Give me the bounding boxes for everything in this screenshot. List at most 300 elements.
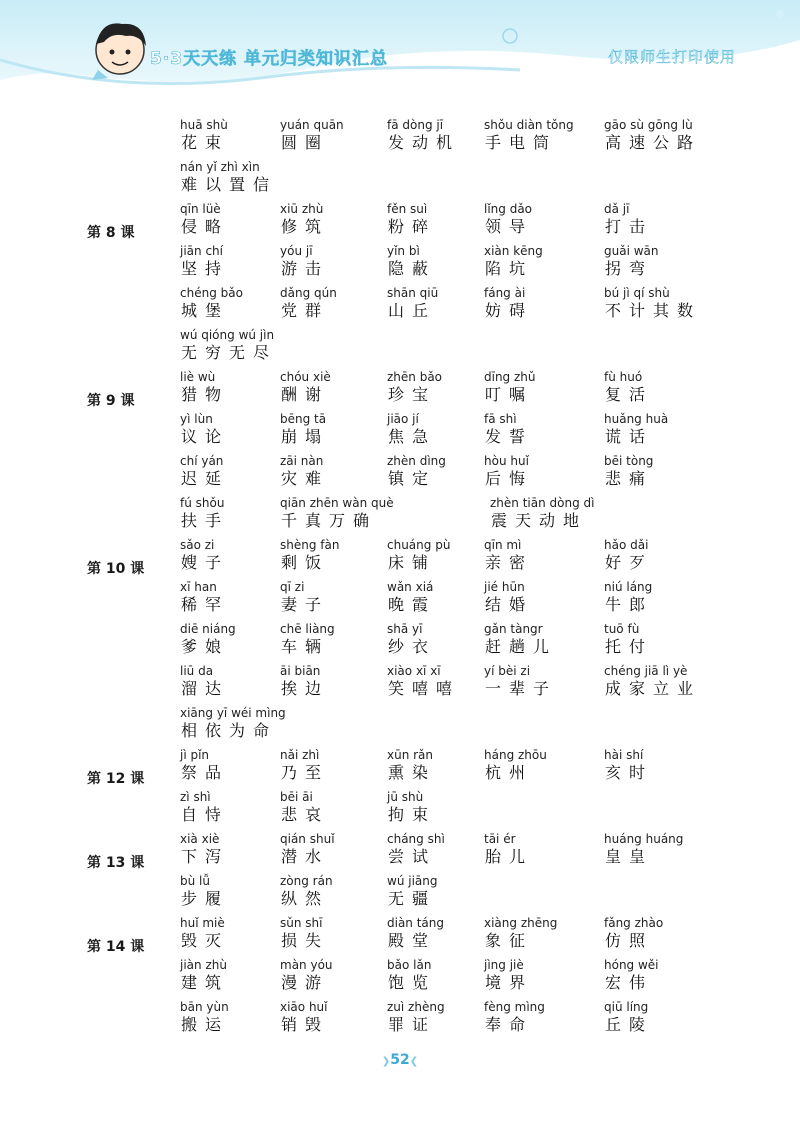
vocab-word xyxy=(180,579,229,615)
hanzi: 隐蔽 xyxy=(388,259,437,278)
hanzi: 侵略 xyxy=(181,217,230,236)
vocab-word xyxy=(387,747,436,783)
vocab-word xyxy=(180,831,229,867)
vocab-word xyxy=(387,453,446,489)
pinyin: hǎo dǎi xyxy=(604,538,649,552)
vocab-word xyxy=(484,369,536,405)
pinyin: jiāo jí xyxy=(387,412,419,426)
page-header xyxy=(0,0,800,100)
vocab-word xyxy=(387,999,445,1035)
pinyin: xiū zhù xyxy=(280,202,324,216)
hanzi: 溜达 xyxy=(181,679,230,698)
pinyin: shān qiū xyxy=(387,286,439,300)
hanzi: 下泻 xyxy=(181,847,230,866)
vocab-word xyxy=(604,453,653,489)
vocab-word xyxy=(180,369,229,405)
vocab-row xyxy=(0,411,800,453)
hanzi: 罪证 xyxy=(388,1015,437,1034)
pinyin: bēng tā xyxy=(280,412,327,426)
hanzi: 纵然 xyxy=(281,889,330,908)
vocab-word xyxy=(180,327,277,363)
hanzi: 陷坑 xyxy=(485,259,534,278)
hanzi: 千真万确 xyxy=(281,511,378,530)
hanzi: 象征 xyxy=(485,931,534,950)
pinyin: qiān zhēn wàn què xyxy=(280,496,394,510)
pinyin: huǎng huà xyxy=(604,412,669,426)
vocab-row xyxy=(0,495,800,537)
pinyin: bǎo lǎn xyxy=(387,958,432,972)
hanzi: 车辆 xyxy=(281,637,330,656)
vocab-word xyxy=(280,831,335,867)
vocab-row xyxy=(0,747,800,789)
pinyin: wú qióng wú jìn xyxy=(180,328,275,342)
vocab-word xyxy=(604,915,663,951)
hanzi: 发誓 xyxy=(485,427,534,446)
hanzi: 亲密 xyxy=(485,553,534,572)
hanzi: 殿堂 xyxy=(388,931,437,950)
vocab-word xyxy=(604,243,659,279)
pinyin: xià xiè xyxy=(180,832,220,846)
pinyin: qīn lüè xyxy=(180,202,221,216)
lesson-label: 第 13 课 xyxy=(87,855,145,871)
vocab-row xyxy=(0,621,800,663)
vocab-word xyxy=(180,495,229,531)
vocab-word xyxy=(180,915,229,951)
pinyin: wú jiāng xyxy=(387,874,438,888)
hanzi: 相依为命 xyxy=(181,721,278,740)
vocab-row xyxy=(0,537,800,579)
pinyin: xūn rǎn xyxy=(387,748,434,762)
hanzi: 亥时 xyxy=(605,763,654,782)
pinyin: zhèn dìng xyxy=(387,454,446,468)
hanzi: 酬谢 xyxy=(281,385,330,404)
vocab-word xyxy=(180,999,229,1035)
hanzi: 拐弯 xyxy=(605,259,654,278)
vocab-word xyxy=(280,579,329,615)
lesson-label: 第 14 课 xyxy=(87,939,145,955)
pinyin: qián shuǐ xyxy=(280,832,335,846)
vocab-word xyxy=(180,117,229,153)
hanzi: 拘束 xyxy=(388,805,437,824)
vocab-word xyxy=(484,453,533,489)
vocab-word xyxy=(604,579,653,615)
vocab-word xyxy=(180,705,286,741)
hanzi: 不计其数 xyxy=(605,301,702,320)
pinyin: zì shì xyxy=(180,790,211,804)
pinyin: xiāng yī wéi mìng xyxy=(180,706,286,720)
hanzi: 议论 xyxy=(181,427,230,446)
hanzi: 销毁 xyxy=(281,1015,330,1034)
hanzi: 嫂子 xyxy=(181,553,230,572)
hanzi: 熏染 xyxy=(388,763,437,782)
hanzi: 妻子 xyxy=(281,595,330,614)
hanzi: 坚持 xyxy=(181,259,230,278)
pinyin: xiāo huǐ xyxy=(280,1000,328,1014)
vocab-word xyxy=(604,621,653,657)
hanzi: 皇皇 xyxy=(605,847,654,866)
vocab-word xyxy=(387,579,436,615)
vocab-word xyxy=(484,537,533,573)
vocab-word xyxy=(280,537,339,573)
pinyin: fú shǒu xyxy=(180,496,225,510)
hanzi: 床铺 xyxy=(388,553,437,572)
vocab-word xyxy=(484,747,547,783)
vocab-word xyxy=(484,957,533,993)
hanzi: 好歹 xyxy=(605,553,654,572)
pinyin: bēi tòng xyxy=(604,454,654,468)
vocab-word xyxy=(280,873,333,909)
vocab-word xyxy=(604,663,701,699)
pinyin: jì pǐn xyxy=(180,748,210,762)
hanzi: 尝试 xyxy=(388,847,437,866)
pinyin: diàn táng xyxy=(387,916,445,930)
pinyin: bù lǚ xyxy=(180,874,210,888)
pinyin: fáng ài xyxy=(484,286,526,300)
vocab-word xyxy=(387,873,437,909)
pinyin: háng zhōu xyxy=(484,748,547,762)
hanzi: 山丘 xyxy=(388,301,437,320)
hanzi: 毁灭 xyxy=(181,931,230,950)
vocab-row xyxy=(0,369,800,411)
hanzi: 搬运 xyxy=(181,1015,230,1034)
page-number-right-ornament: ❮ xyxy=(409,1056,419,1067)
vocab-word xyxy=(387,663,460,699)
hanzi: 步履 xyxy=(181,889,230,908)
pinyin: zhēn bǎo xyxy=(387,370,443,384)
pinyin: qīn mì xyxy=(484,538,522,552)
hanzi: 镇定 xyxy=(388,469,437,488)
lesson-label: 第 9 课 xyxy=(87,393,135,409)
vocab-word xyxy=(280,789,329,825)
vocab-word xyxy=(280,915,329,951)
page-number-value: 52 xyxy=(390,1052,410,1068)
vocab-word xyxy=(180,957,229,993)
lesson-label: 第 10 课 xyxy=(87,561,145,577)
vocab-row xyxy=(0,999,800,1041)
vocab-word xyxy=(387,831,445,867)
vocab-word xyxy=(484,201,533,237)
pinyin: zāi nàn xyxy=(280,454,324,468)
hanzi: 焦急 xyxy=(388,427,437,446)
hanzi: 谎话 xyxy=(605,427,654,446)
pinyin: shǒu diàn tǒng xyxy=(484,118,574,132)
vocab-word xyxy=(280,957,333,993)
vocab-word xyxy=(280,369,331,405)
vocab-word xyxy=(280,747,329,783)
pinyin: shèng fàn xyxy=(280,538,340,552)
pinyin: chóu xiè xyxy=(280,370,331,384)
vocab-row xyxy=(0,915,800,957)
vocab-word xyxy=(604,369,653,405)
vocab-word xyxy=(387,243,436,279)
hanzi: 自恃 xyxy=(181,805,230,824)
vocab-word xyxy=(280,201,329,237)
vocabulary-list xyxy=(0,117,800,1041)
vocab-row xyxy=(0,957,800,999)
vocab-row xyxy=(0,159,800,201)
hanzi: 无穷无尽 xyxy=(181,343,278,362)
hanzi: 乃至 xyxy=(281,763,330,782)
vocab-word xyxy=(604,747,653,783)
hanzi: 丘陵 xyxy=(605,1015,654,1034)
hanzi: 稀罕 xyxy=(181,595,230,614)
pinyin: jū shù xyxy=(387,790,424,804)
hanzi: 剩饭 xyxy=(281,553,330,572)
pinyin: yì lùn xyxy=(180,412,213,426)
pinyin: qiū líng xyxy=(604,1000,649,1014)
hanzi: 党群 xyxy=(281,301,330,320)
pinyin: dǎng qún xyxy=(280,286,337,300)
vocab-word xyxy=(180,873,229,909)
hanzi: 饱览 xyxy=(388,973,437,992)
pinyin: hòu huǐ xyxy=(484,454,529,468)
hanzi: 悲痛 xyxy=(605,469,654,488)
hanzi: 后悔 xyxy=(485,469,534,488)
vocab-word xyxy=(280,663,329,699)
vocab-word xyxy=(387,117,460,153)
vocab-word xyxy=(280,243,329,279)
hanzi: 境界 xyxy=(485,973,534,992)
pinyin: hóng wěi xyxy=(604,958,659,972)
pinyin: zhèn tiān dòng dì xyxy=(490,496,595,510)
vocab-row xyxy=(0,789,800,831)
vocab-word xyxy=(280,999,329,1035)
vocab-word xyxy=(604,117,701,153)
hanzi: 领导 xyxy=(485,217,534,236)
hanzi: 建筑 xyxy=(181,973,230,992)
vocab-word xyxy=(604,957,659,993)
hanzi: 崩塌 xyxy=(281,427,330,446)
pinyin: dīng zhǔ xyxy=(484,370,536,384)
hanzi: 结婚 xyxy=(485,595,534,614)
vocab-word xyxy=(490,495,594,531)
hanzi: 胎儿 xyxy=(485,847,534,866)
vocab-word xyxy=(484,579,533,615)
vocab-word xyxy=(387,411,436,447)
lesson-label: 第 8 课 xyxy=(87,225,135,241)
hanzi: 复活 xyxy=(605,385,654,404)
pinyin: chuáng pù xyxy=(387,538,451,552)
vocab-word xyxy=(387,285,438,321)
vocab-word xyxy=(180,537,229,573)
pinyin: fěn suì xyxy=(387,202,428,216)
hanzi: 粉碎 xyxy=(388,217,437,236)
pinyin: bēi āi xyxy=(280,790,313,804)
pinyin: nán yǐ zhì xìn xyxy=(180,160,260,174)
pinyin: yuán quān xyxy=(280,118,344,132)
pinyin: sǔn shī xyxy=(280,916,323,930)
hanzi: 悲哀 xyxy=(281,805,330,824)
pinyin: sǎo zi xyxy=(180,538,215,552)
hanzi: 晚霞 xyxy=(388,595,437,614)
hanzi: 爹娘 xyxy=(181,637,230,656)
pinyin: liū da xyxy=(180,664,214,678)
pinyin: yóu jī xyxy=(280,244,313,258)
pinyin: gǎn tàngr xyxy=(484,622,543,636)
hanzi: 发动机 xyxy=(388,133,461,152)
vocab-word xyxy=(387,915,444,951)
vocab-word xyxy=(484,243,543,279)
pinyin: tuō fù xyxy=(604,622,640,636)
vocab-word xyxy=(280,117,344,153)
hanzi: 震天动地 xyxy=(491,511,588,530)
page-number-left-ornament: ❯ xyxy=(381,1056,391,1067)
pinyin: màn yóu xyxy=(280,958,333,972)
hanzi: 杭州 xyxy=(485,763,534,782)
vocab-row xyxy=(0,201,800,243)
vocab-word xyxy=(484,663,557,699)
pinyin: fù huó xyxy=(604,370,643,384)
vocab-word xyxy=(280,411,329,447)
pinyin: zòng rán xyxy=(280,874,333,888)
hanzi: 挨边 xyxy=(281,679,330,698)
hanzi: 难以置信 xyxy=(181,175,278,194)
hanzi: 漫游 xyxy=(281,973,330,992)
vocab-word xyxy=(484,285,533,321)
hanzi: 潜水 xyxy=(281,847,330,866)
vocab-word xyxy=(484,831,533,867)
pinyin: cháng shì xyxy=(387,832,445,846)
pinyin: nǎi zhì xyxy=(280,748,320,762)
vocab-row xyxy=(0,453,800,495)
vocab-word xyxy=(484,915,557,951)
hanzi: 成家立业 xyxy=(605,679,702,698)
hanzi: 赶趟儿 xyxy=(485,637,558,656)
vocab-word xyxy=(180,621,236,657)
hanzi: 打击 xyxy=(605,217,654,236)
vocab-row xyxy=(0,831,800,873)
vocab-word xyxy=(180,285,243,321)
pinyin: lǐng dǎo xyxy=(484,202,533,216)
hanzi: 祭品 xyxy=(181,763,230,782)
vocab-word xyxy=(604,999,653,1035)
pinyin: wǎn xiá xyxy=(387,580,434,594)
vocab-row xyxy=(0,243,800,285)
vocab-word xyxy=(180,159,277,195)
hanzi: 游击 xyxy=(281,259,330,278)
pinyin: fā dòng jī xyxy=(387,118,444,132)
pinyin: jìng jiè xyxy=(484,958,524,972)
pinyin: shā yī xyxy=(387,622,423,636)
pinyin: bān yùn xyxy=(180,1000,229,1014)
pinyin: fèng mìng xyxy=(484,1000,545,1014)
vocab-word xyxy=(180,411,229,447)
pinyin: xiàn kēng xyxy=(484,244,543,258)
vocab-word xyxy=(604,831,683,867)
vocab-word xyxy=(604,285,701,321)
vocab-word xyxy=(280,285,337,321)
vocab-row xyxy=(0,663,800,705)
pinyin: chéng jiā lì yè xyxy=(604,664,688,678)
vocab-word xyxy=(387,537,450,573)
vocab-word xyxy=(180,201,229,237)
vocab-row xyxy=(0,705,800,747)
pinyin: fǎng zhào xyxy=(604,916,664,930)
vocab-word xyxy=(604,411,668,447)
pinyin: fā shì xyxy=(484,412,517,426)
vocab-word xyxy=(484,621,557,657)
pinyin: qī zi xyxy=(280,580,305,594)
vocab-word xyxy=(180,789,229,825)
pinyin: chéng bǎo xyxy=(180,286,243,300)
hanzi: 猎物 xyxy=(181,385,230,404)
vocab-word xyxy=(280,495,394,531)
hanzi: 托付 xyxy=(605,637,654,656)
page-number xyxy=(372,1052,428,1068)
vocab-word xyxy=(604,201,653,237)
vocab-word xyxy=(484,117,574,153)
hanzi: 仿照 xyxy=(605,931,654,950)
vocab-word xyxy=(604,537,653,573)
pinyin: huā shù xyxy=(180,118,228,132)
hanzi: 笑嘻嘻 xyxy=(388,679,461,698)
hanzi: 圆圈 xyxy=(281,133,330,152)
vocab-word xyxy=(387,621,436,657)
pinyin: chí yán xyxy=(180,454,224,468)
hanzi: 灾难 xyxy=(281,469,330,488)
hanzi: 奉命 xyxy=(485,1015,534,1034)
vocab-word xyxy=(180,747,229,783)
hanzi: 扶手 xyxy=(181,511,230,530)
pinyin: liè wù xyxy=(180,370,216,384)
vocab-word xyxy=(387,201,436,237)
hanzi: 一辈子 xyxy=(485,679,558,698)
pinyin: yí bèi zi xyxy=(484,664,531,678)
vocab-word xyxy=(280,453,329,489)
pinyin: huǐ miè xyxy=(180,916,225,930)
vocab-word xyxy=(484,999,545,1035)
vocab-word xyxy=(387,369,442,405)
hanzi: 迟延 xyxy=(181,469,230,488)
vocab-row xyxy=(0,327,800,369)
vocab-word xyxy=(180,663,229,699)
lesson-label: 第 12 课 xyxy=(87,771,145,787)
hanzi: 牛郎 xyxy=(605,595,654,614)
pinyin: jiān chí xyxy=(180,244,223,258)
vocab-word xyxy=(180,243,229,279)
vocab-row xyxy=(0,117,800,159)
pinyin: guǎi wān xyxy=(604,244,659,258)
hanzi: 手电筒 xyxy=(485,133,558,152)
hanzi: 花束 xyxy=(181,133,230,152)
vocab-row xyxy=(0,285,800,327)
hanzi: 无疆 xyxy=(388,889,437,908)
pinyin: yǐn bì xyxy=(387,244,420,258)
pinyin: zuì zhèng xyxy=(387,1000,445,1014)
pinyin: huáng huáng xyxy=(604,832,684,846)
hanzi: 城堡 xyxy=(181,301,230,320)
pinyin: bú jì qí shù xyxy=(604,286,670,300)
pinyin: chē liàng xyxy=(280,622,335,636)
hanzi: 纱衣 xyxy=(388,637,437,656)
pinyin: jiàn zhù xyxy=(180,958,227,972)
vocab-word xyxy=(387,789,436,825)
vocab-word xyxy=(484,411,533,447)
pinyin: tāi ér xyxy=(484,832,516,846)
hanzi: 损失 xyxy=(281,931,330,950)
vocab-row xyxy=(0,873,800,915)
pinyin: jié hūn xyxy=(484,580,525,594)
header-title: 5·3天天练 单元归类知识汇总 xyxy=(150,49,389,69)
vocab-word xyxy=(280,621,335,657)
hanzi: 修筑 xyxy=(281,217,330,236)
hanzi: 高速公路 xyxy=(605,133,702,152)
hanzi: 宏伟 xyxy=(605,973,654,992)
pinyin: xiàng zhēng xyxy=(484,916,558,930)
hanzi: 珍宝 xyxy=(388,385,437,404)
pinyin: diē niáng xyxy=(180,622,236,636)
pinyin: hài shí xyxy=(604,748,644,762)
